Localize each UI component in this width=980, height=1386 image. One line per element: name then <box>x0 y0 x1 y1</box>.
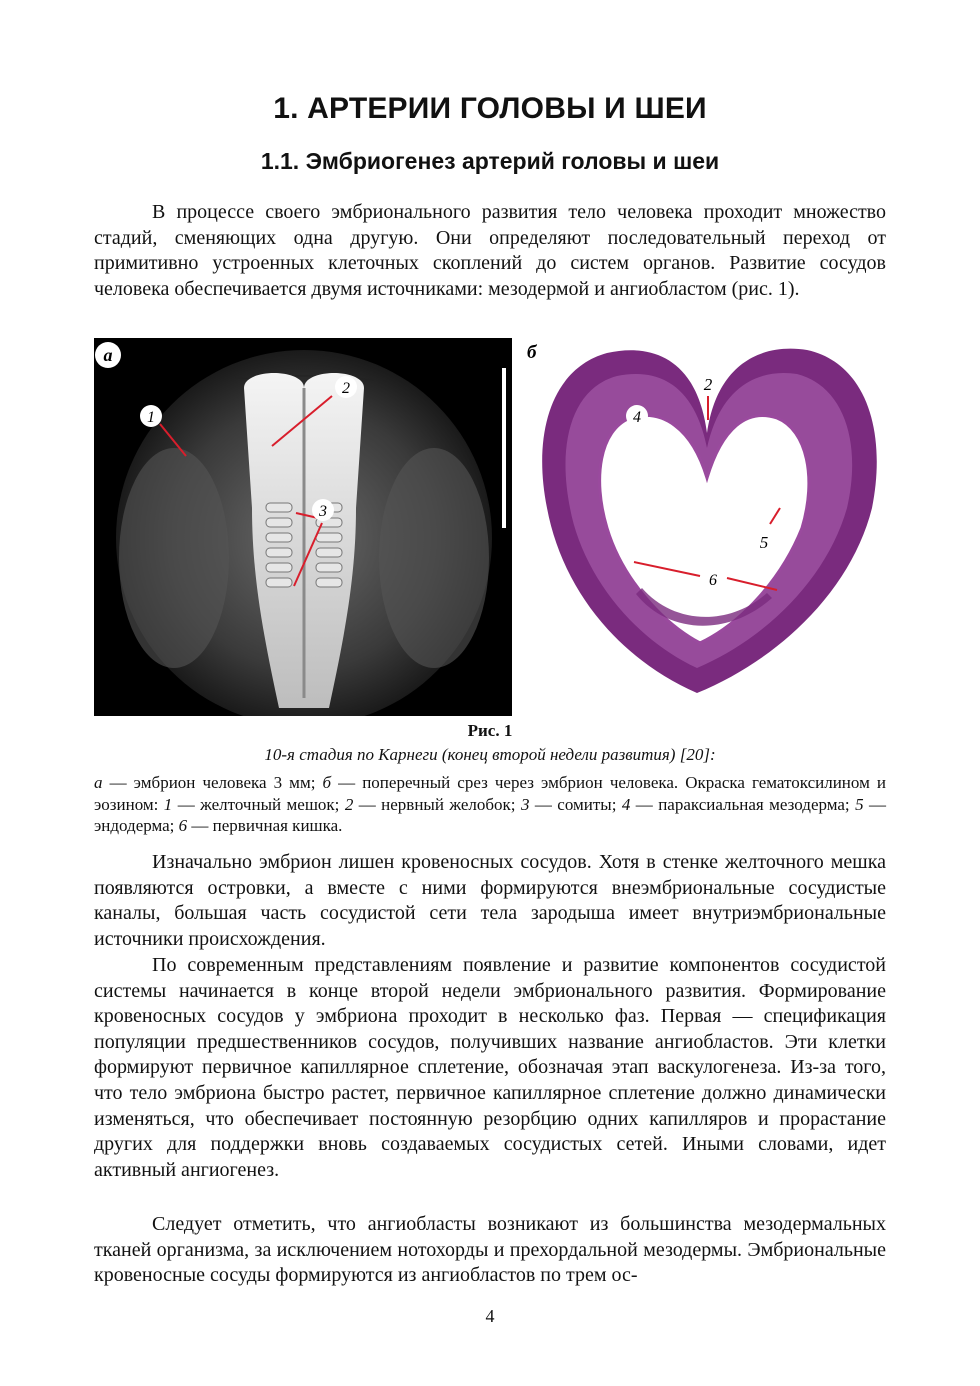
figure-title: Рис. 1 <box>467 721 513 740</box>
marker-4: 4 <box>633 409 641 426</box>
legend-key: б <box>322 773 332 792</box>
marker-5: 5 <box>759 533 769 552</box>
legend-text: — первичная кишка. <box>187 816 343 835</box>
paragraph-3: По современным представлениям появление и развитие компонентов сосудистой системы начинается в конце второй недели эмбрионального развития. Формирование кровеносных сосудов у эмбриона проходит в несколько фаз. Первая — спецификация популяции предшественников сосудов, получивших название ангиобластов. Эти клетки формируют первичное капиллярное сплетение, обозначая этап васкулогенеза. Из-за того, что тело эмбриона быстро растет, первичное капиллярное сплетение должно динамически изменяться, что обеспечивает постоянную резорбцию одних капилляров и прорастание других для поддержки вновь создаваемых сосудистых сетей. Иными словами, идет активный ангиогенез. <box>94 954 886 1181</box>
marker-2: 2 <box>703 375 713 394</box>
paragraph-2: Изначально эмбрион лишен кровеносных сосудов. Хотя в стенке желточного мешка появляются островки, а вместе с ними формируются внеэмбриональные сосудистые каналы, большая часть сосудистой сети тела зародыша имеет внутриэмбриональные источники происхождения. <box>94 851 886 950</box>
panel-a-label: а <box>103 345 113 365</box>
legend-text: — сомиты; <box>529 794 622 814</box>
legend-key: 4 <box>621 794 631 814</box>
chapter-heading: 1. АРТЕРИИ ГОЛОВЫ И ШЕИ <box>273 92 707 125</box>
legend-key: 5 <box>855 794 864 814</box>
legend-text: — поперечный срез через эмбрион человека. Окраска гематоксилином и эозином: <box>94 773 886 814</box>
marker-1: 1 <box>147 409 155 426</box>
paragraph-intro: В процессе своего эмбрионального развития тело человека проходит множество стадий, сменяющих одна другую. Они определяют последовательный переход от примитивно устроенных клеточных скоплений до систем органов. Развитие сосудов человека обеспечивается двумя источниками: мезодермой и ангиобластом (рис. 1). <box>94 201 886 300</box>
legend-text: — нервный желобок; <box>353 794 521 814</box>
figure-panel-b-cross-section <box>522 338 892 716</box>
legend-key: 2 <box>344 794 354 814</box>
figure-panel-a-embryo-photo <box>94 338 512 716</box>
page-number: 4 <box>485 1306 495 1326</box>
legend-key: 1 <box>163 794 173 814</box>
section-heading: 1.1. Эмбриогенез артерий головы и шеи <box>260 148 720 174</box>
legend-text: — желточный мешок; <box>172 794 345 814</box>
marker-2: 2 <box>342 380 350 397</box>
legend-text: — параксиальная мезодерма; <box>630 794 856 814</box>
legend-text: — эндодерма; <box>94 794 886 835</box>
legend-key: 6 <box>178 816 188 835</box>
legend-key: 3 <box>520 794 530 814</box>
paragraph-4: Следует отметить, что ангиобласты возникают из большинства мезодермальных тканей организма, за исключением нотохорды и прехордальной мезодермы. Эмбриональные кровеносные сосуды формируются из ангиобластов по трем ос- <box>94 1213 886 1287</box>
marker-3: 3 <box>319 503 327 520</box>
legend-key: а <box>94 773 103 792</box>
figure-subtitle: 10-я стадия по Карнеги (конец второй недели развития) [20]: <box>264 745 716 764</box>
figure-legend <box>94 772 886 837</box>
legend-text: — эмбрион человека 3 мм; <box>102 773 323 792</box>
marker-6: 6 <box>709 572 717 589</box>
panel-b-label: б <box>527 342 537 363</box>
